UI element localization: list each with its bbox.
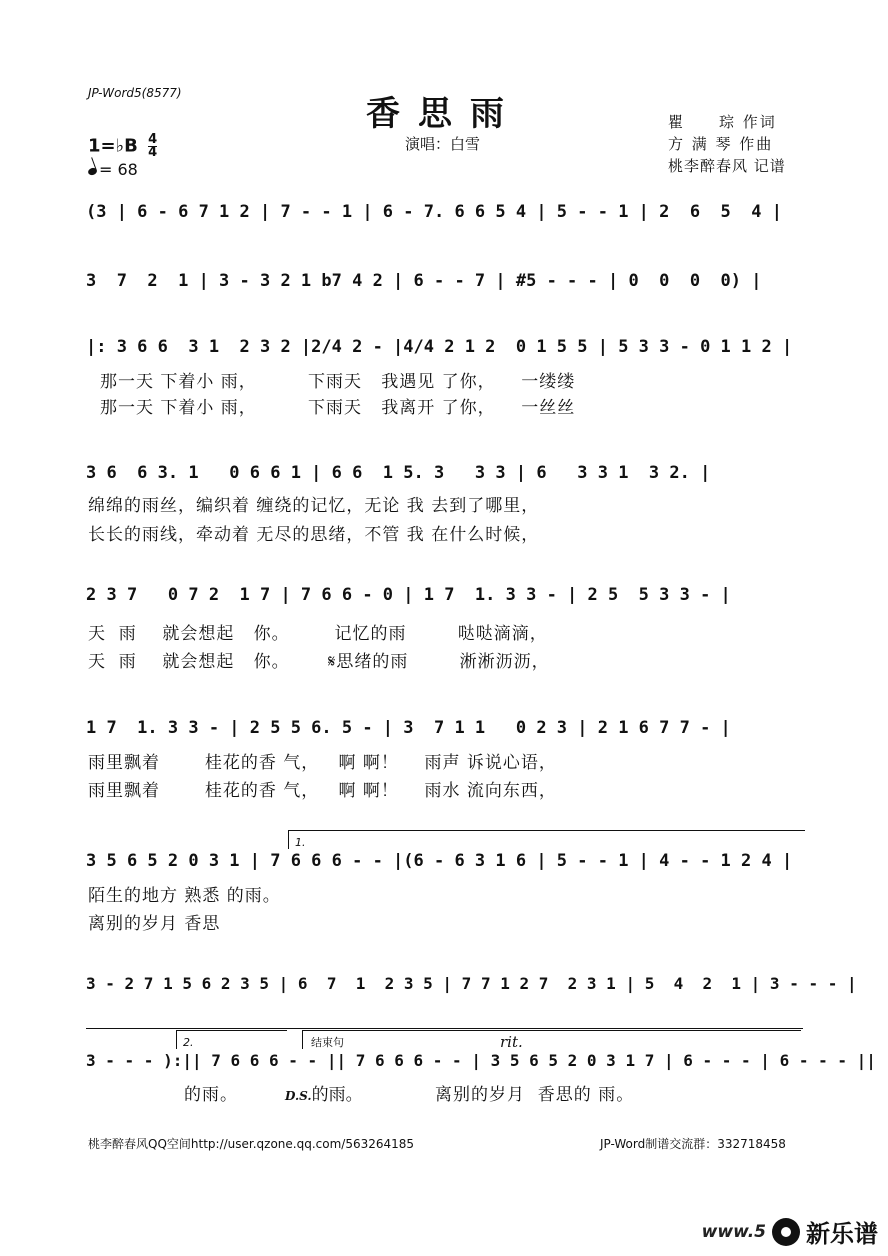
coda-label: 结束句 (311, 1036, 344, 1049)
tempo-marking (88, 160, 138, 179)
time-bottom: 4 (148, 145, 158, 160)
lyrics-line-3a: 那一天 下着小 雨， 下雨天 我遇见 了你， 一缕缕 (100, 372, 576, 392)
score-line-9: 3 - - - ):|| 7 6 6 6 - - || 7 6 6 6 - - | 3 5 6 5 2 0 3 1 7 | 6 - - - | 6 - - - || (86, 1051, 876, 1070)
system-top-rule (86, 1028, 803, 1029)
logo-url: www.5 (701, 1221, 766, 1242)
lyrics-line-5b: 天 雨 就会想起 你。 𝄋思绪的雨 淅淅沥沥， (88, 652, 550, 672)
song-title: 香思雨 (366, 94, 522, 134)
time-signature (148, 134, 157, 159)
score-line-7: 3 5 6 5 2 0 3 1 | 7 6 6 6 - - |(6 - 6 3 1 6 | 5 - - 1 | 4 - - 1 2 4 | (86, 851, 793, 871)
lyrics-line-3b: 那一天 下着小 雨， 下雨天 我离开 了你， 一丝丝 (100, 398, 576, 418)
lyrics-line-9a: 的雨。 (184, 1085, 238, 1105)
lyrics-line-7b: 离别的岁月 香思 (88, 914, 221, 934)
lyrics-line-5a: 天 雨 就会想起 你。 记忆的雨 哒哒滴滴， (88, 624, 548, 644)
lyrics-line-9b: 的雨。 (311, 1085, 363, 1105)
transcriber-credit: 桃李醉春风 记谱 (668, 157, 786, 175)
time-top: 4 (148, 132, 158, 147)
lyrics-line-6b: 雨里飘着 桂花的香 气， 啊 啊！ 雨水 流向东西， (88, 781, 557, 801)
lyrics-line-4a: 绵绵的雨丝，编织着 缠绕的记忆，无论 我 去到了哪里， (88, 496, 540, 516)
volta-1-bracket (288, 830, 805, 849)
key-signature (88, 134, 157, 159)
footer-right-text: JP-Word制谱交流群：332718458 (600, 1137, 786, 1151)
footer-left-text: 桃李醉春风QQ空间http://user.qzone.qq.com/563264185 (88, 1137, 415, 1151)
ds-lyrics (285, 1080, 363, 1105)
tempo-value: = 68 (99, 160, 138, 179)
lyrics-line-9c: 离别的岁月 香思的 雨。 (435, 1085, 635, 1105)
volta-2-label: 2. (183, 1036, 194, 1049)
lyrics-line-6a: 雨里飘着 桂花的香 气， 啊 啊！ 雨声 诉说心语， (88, 753, 557, 773)
ritardando-marking: rit. (500, 1033, 523, 1051)
volta-2-bracket (176, 1030, 287, 1049)
software-label: JP-Word5(8577) (88, 86, 182, 100)
site-logo (702, 1214, 878, 1249)
singer-credit: 演唱：白雪 (405, 135, 481, 153)
score-line-5: 2 3 7 0 7 2 1 7 | 7 6 6 - 0 | 1 7 1. 3 3 - | 2 5 5 3 3 - | (86, 585, 731, 605)
score-line-8: 3 - 2 7 1 5 6 2 3 5 | 6 7 1 2 3 5 | 7 7 1 2 7 2 3 1 | 5 4 2 1 | 3 - - - | (86, 974, 857, 993)
score-line-2: 3 7 2 1 | 3 - 3 2 1 b7 4 2 | 6 - - 7 | #5 - - - | 0 0 0 0) | (86, 271, 762, 291)
dal-segno-label: D.S. (285, 1089, 312, 1103)
score-line-1: (3 | 6 - 6 7 1 2 | 7 - - 1 | 6 - 7. 6 6 5 4 | 5 - - 1 | 2 6 5 4 | (86, 202, 782, 222)
score-line-3: |: 3 6 6 3 1 2 3 2 |2/4 2 - |4/4 2 1 2 0 1 5 5 | 5 3 3 - 0 1 1 2 | (86, 337, 793, 357)
lyricist-credit: 瞿 琮 作词 (668, 113, 777, 131)
coda-bracket (302, 1030, 801, 1049)
score-line-4: 3 6 6 3. 1 0 6 6 1 | 6 6 1 5. 3 3 3 | 6 3 3 1 3 2. | (86, 463, 711, 483)
volta-1-label: 1. (295, 836, 306, 849)
composer-credit: 方 满 琴 作曲 (668, 135, 774, 153)
logo-text: 新乐谱 (806, 1220, 878, 1248)
key-label: 1=♭B (88, 135, 138, 157)
score-line-6: 1 7 1. 3 3 - | 2 5 5 6. 5 - | 3 7 1 1 0 2 3 | 2 1 6 7 7 - | (86, 718, 731, 738)
music-disc-icon (772, 1218, 800, 1246)
quarter-note-icon (87, 167, 98, 177)
lyrics-line-4b: 长长的雨线，牵动着 无尽的思绪，不管 我 在什么时候， (88, 525, 540, 545)
lyrics-line-7a: 陌生的地方 熟悉 的雨。 (88, 886, 281, 906)
